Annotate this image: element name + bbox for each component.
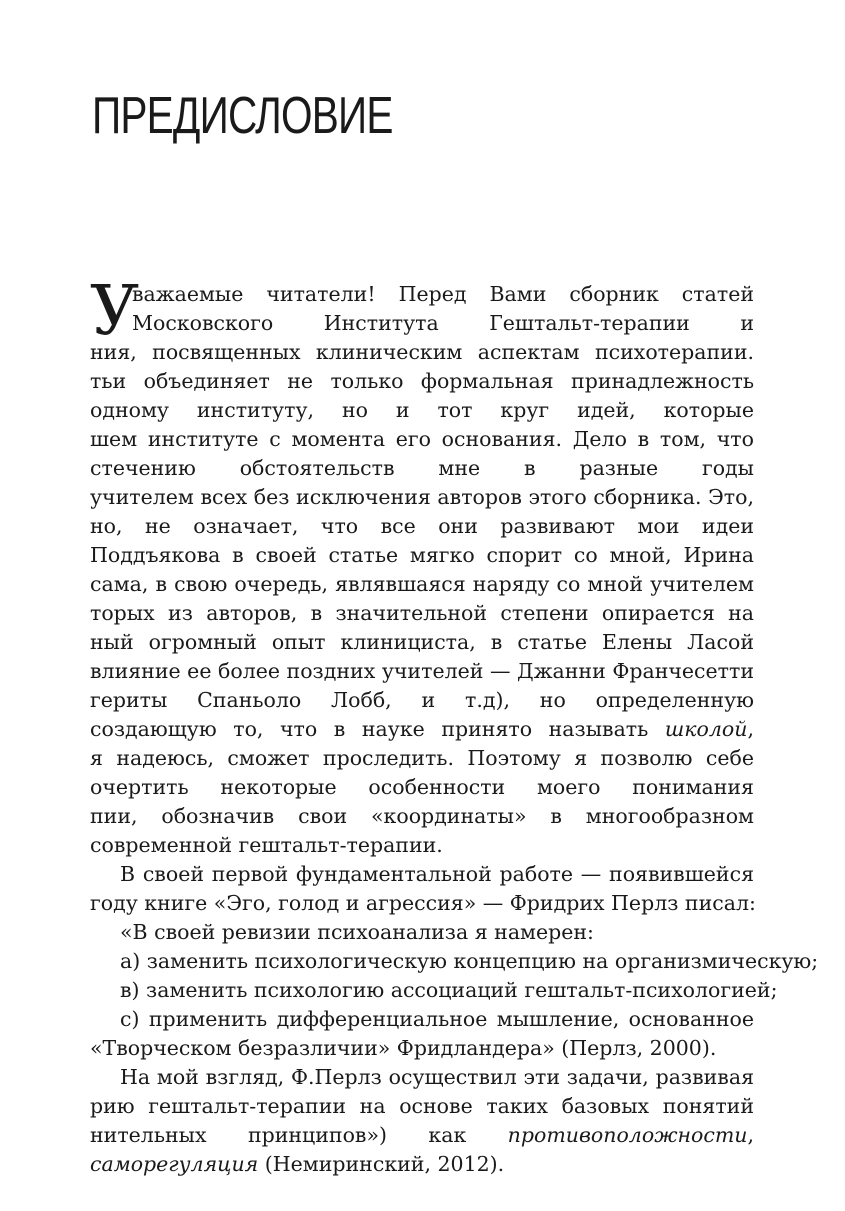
drop-cap: У: [90, 272, 140, 351]
text-fragment: создающую то, что в науке принято называть: [90, 717, 665, 741]
text-line: На мой взгляд, Ф.Перлз осуществил эти задачи, развивая: [120, 1065, 754, 1089]
paragraph-opinion: [90, 1063, 754, 1179]
text-line: Поддъякова в своей статье мягко спорит со мной, Ирина: [90, 543, 754, 567]
text-line: важаемые читатели! Перед Вами сборник статей: [132, 282, 754, 306]
italic-term: противоположности: [507, 1123, 748, 1147]
text-line: стечению обстоятельств мне в разные годы: [90, 456, 754, 480]
text-line: торых из авторов, в значительной степени опирается на: [90, 601, 754, 625]
quote-item-c: с) применить дифференциальное мышление, основанное: [120, 1007, 754, 1031]
text-line: одному институту, но и тот круг идей, которые: [90, 398, 754, 422]
paragraph-perls: [90, 860, 754, 918]
text-line: ния, посвященных клиническим аспектам психотерапии.: [90, 340, 754, 364]
text-line: но, не означает, что все они развивают мои идеи: [90, 514, 754, 538]
text-line: гериты Спаньоло Лобб, и т.д), но определенную: [90, 688, 754, 712]
quote-item-c-cont: «Творческом безразличии» Фридландера» (Перлз, 2000).: [90, 1036, 717, 1060]
body-text: [90, 272, 819, 1179]
text-line: ный огромный опыт клинициста, в статье Елены Ласой: [90, 630, 754, 654]
text-line: [90, 715, 754, 744]
paragraph-intro: [90, 272, 754, 860]
text-line: современной гештальт-терапии.: [90, 833, 443, 857]
text-line: влияние ее более поздних учителей — Джанни Франчесетти: [90, 659, 754, 683]
text-line: очертить некоторые особенности моего понимания: [90, 775, 754, 799]
quote-item-b: в) заменить психологию ассоциаций гештальт-психологией;: [120, 978, 778, 1002]
text-fragment: ,: [747, 1123, 754, 1147]
text-fragment: ,: [747, 717, 754, 741]
text-line: В своей первой фундаментальной работе — появившейся: [120, 862, 754, 886]
paragraph-quote: [90, 918, 819, 1063]
text-line: [90, 1150, 754, 1179]
text-line: шем институте с момента его основания. Дело в том, что: [90, 427, 754, 451]
text-line: году книге «Эго, голод и агрессия» — Фридрих Перлз писал:: [90, 891, 756, 915]
text-line: тьи объединяет не только формальная принадлежность: [90, 369, 754, 393]
text-line: учителем всех без исключения авторов этого сборника. Это,: [90, 485, 754, 509]
page-title: ПРЕДИСЛОВИЕ: [92, 87, 393, 145]
text-fragment: нительных принципов») как: [90, 1123, 508, 1147]
text-line: сама, в свою очередь, являвшаяся наряду со мной учителем: [90, 572, 754, 596]
text-line: пии, обозначив свои «координаты» в многообразном: [90, 804, 754, 828]
italic-term: школой: [664, 717, 748, 741]
text-fragment: (Немиринский, 2012).: [258, 1152, 505, 1176]
italic-term: саморегуляция: [90, 1152, 259, 1176]
text-line: я надеюсь, сможет проследить. Поэтому я позволю себе: [90, 746, 754, 770]
text-line: [90, 1121, 754, 1150]
quote-item-a: а) заменить психологическую концепцию на организмическую;: [120, 949, 819, 973]
text-line: Московского Института Гештальт-терапии и: [132, 311, 754, 335]
quote-line: «В своей ревизии психоанализа я намерен:: [120, 920, 594, 944]
text-line: рию гештальт-терапии на основе таких базовых понятий: [90, 1094, 754, 1118]
